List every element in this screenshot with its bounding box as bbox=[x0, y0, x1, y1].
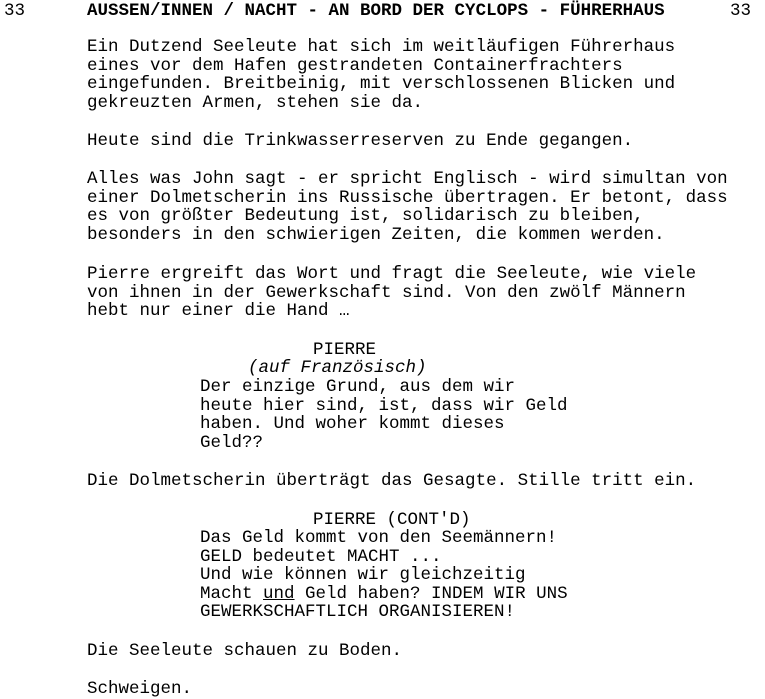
dialogue-line: Das Geld kommt von den Seemännern! bbox=[200, 528, 558, 548]
dialogue-line: GEWERKSCHAFTLICH ORGANISIEREN! bbox=[200, 602, 516, 622]
dialogue-line: heute hier sind, ist, dass wir Geld bbox=[200, 395, 568, 416]
dialogue-line: Der einzige Grund, aus dem wir bbox=[200, 377, 516, 397]
action-line: Die Seeleute schauen zu Boden. bbox=[87, 641, 403, 661]
action-line: hebt nur einer die Hand … bbox=[87, 301, 350, 321]
dialogue-text: Geld haben? INDEM WIR UNS bbox=[294, 583, 568, 604]
action-block-6 bbox=[87, 642, 747, 661]
action-block-5 bbox=[87, 472, 747, 491]
dialogue-line bbox=[200, 585, 568, 604]
scene-number-right: 33 bbox=[729, 1, 751, 21]
action-line: besonders in den schwierigen Zeiten, die kommen werden. bbox=[87, 224, 665, 245]
action-line: es von größter Bedeutung ist, solidarisch zu bleiben, bbox=[87, 206, 644, 226]
character-name: PIERRE (CONT'D) bbox=[313, 510, 471, 530]
action-line: Die Dolmetscherin überträgt das Gesagte. Stille tritt ein. bbox=[87, 471, 697, 491]
action-line: einer Dolmetscherin ins Russische übertragen. Er betont, dass bbox=[87, 187, 728, 208]
action-block-2 bbox=[87, 132, 747, 151]
action-line: Pierre ergreift das Wort und fragt die Seeleute, wie viele bbox=[87, 264, 697, 284]
action-line: eines vor dem Hafen gestrandeten Containerfrachters bbox=[87, 55, 623, 76]
dialogue-line: GELD bedeutet MACHT ... bbox=[200, 546, 442, 567]
action-line: Schweigen. bbox=[87, 679, 193, 699]
action-line: Heute sind die Trinkwasserreserven zu Ende gegangen. bbox=[87, 131, 634, 151]
action-line: Ein Dutzend Seeleute hat sich im weitläufigen Führerhaus bbox=[87, 37, 676, 57]
action-block-1 bbox=[87, 38, 747, 112]
dialogue-line: Und wie können wir gleichzeitig bbox=[200, 565, 526, 585]
dialogue-line: Geld?? bbox=[200, 432, 264, 453]
parenthetical: (auf Französisch) bbox=[248, 358, 427, 378]
dialogue-text: Macht bbox=[200, 583, 264, 604]
underlined-word: und bbox=[263, 583, 295, 604]
action-line: Alles was John sagt - er spricht Englisch - wird simultan von bbox=[87, 169, 728, 189]
dialogue-line: haben. Und woher kommt dieses bbox=[200, 414, 505, 434]
dialogue-block-1 bbox=[200, 378, 568, 452]
scene-heading: AUSSEN/INNEN / NACHT - AN BORD DER CYCLOPS - FÜHRERHAUS bbox=[87, 1, 665, 21]
action-line: gekreuzten Armen, stehen sie da. bbox=[87, 92, 424, 113]
scene-number-left: 33 bbox=[4, 1, 26, 21]
action-line: eingefunden. Breitbeinig, mit verschlossenen Blicken und bbox=[87, 74, 676, 94]
action-block-3 bbox=[87, 170, 747, 244]
action-line: von ihnen in der Gewerkschaft sind. Von den zwölf Männern bbox=[87, 282, 686, 303]
action-block-4 bbox=[87, 265, 747, 321]
character-name: PIERRE bbox=[313, 340, 377, 360]
dialogue-block-2 bbox=[200, 529, 568, 622]
